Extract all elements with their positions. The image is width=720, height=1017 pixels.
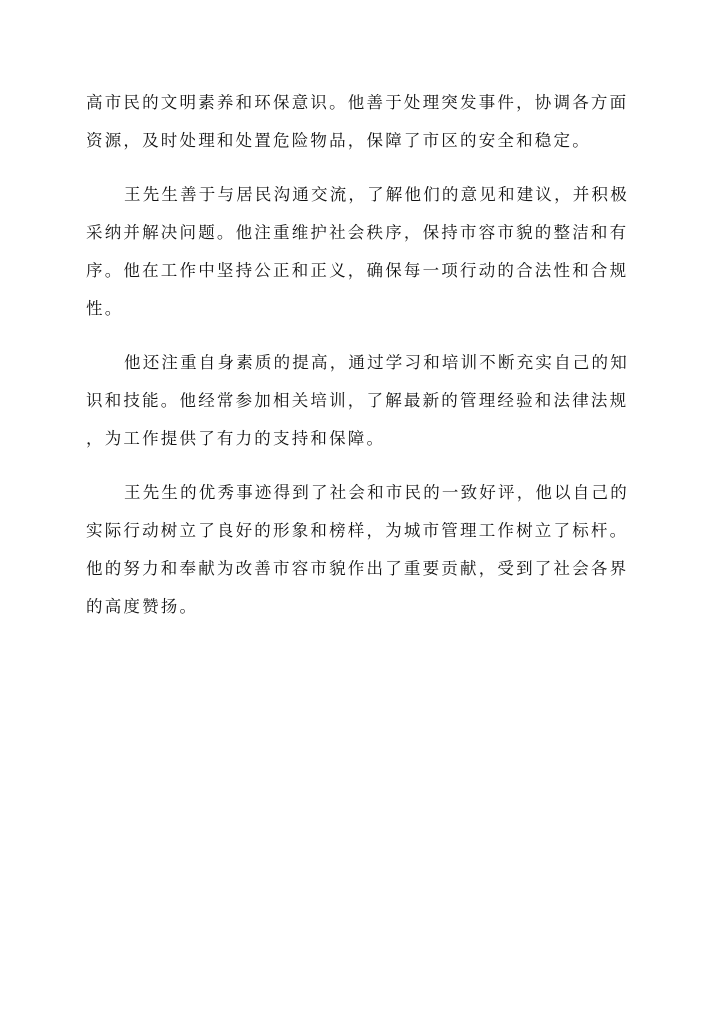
text-line: 王先生的优秀事迹得到了社会和市民的一致好评，他以自己的 <box>124 483 629 502</box>
paragraph-2 <box>86 176 636 328</box>
paragraph-gap <box>86 160 636 176</box>
text-line: 序。他在工作中坚持公正和正义，确保每一项行动的合法性和合规 <box>86 261 629 280</box>
text-line: 性。 <box>86 299 124 318</box>
text-line: 实际行动树立了良好的形象和榜样，为城市管理工作树立了标杆。 <box>86 521 629 540</box>
text-line: 高市民的文明素养和环保意识。他善于处理突发事件，协调各方面 <box>86 93 629 112</box>
text-line: 他还注重自身素质的提高，通过学习和培训不断充实自己的知 <box>124 353 629 372</box>
text-line: 他的努力和奉献为改善市容市貌作出了重要贡献，受到了社会各界 <box>86 559 629 578</box>
document-body <box>86 84 636 626</box>
text-line: 资源，及时处理和处置危险物品，保障了市区的安全和稳定。 <box>86 131 591 150</box>
text-line: 识和技能。他经常参加相关培训，了解最新的管理经验和法律法规 <box>86 391 629 410</box>
text-line: 的高度赞扬。 <box>86 597 199 616</box>
text-line: 王先生善于与居民沟通交流，了解他们的意见和建议，并积极 <box>124 185 629 204</box>
paragraph-1 <box>86 84 636 160</box>
paragraph-3 <box>86 344 636 458</box>
paragraph-gap <box>86 328 636 344</box>
text-line: 采纳并解决问题。他注重维护社会秩序，保持市容市貌的整洁和有 <box>86 223 629 242</box>
text-line: ，为工作提供了有力的支持和保障。 <box>86 429 386 448</box>
paragraph-4 <box>86 474 636 626</box>
paragraph-gap <box>86 458 636 474</box>
